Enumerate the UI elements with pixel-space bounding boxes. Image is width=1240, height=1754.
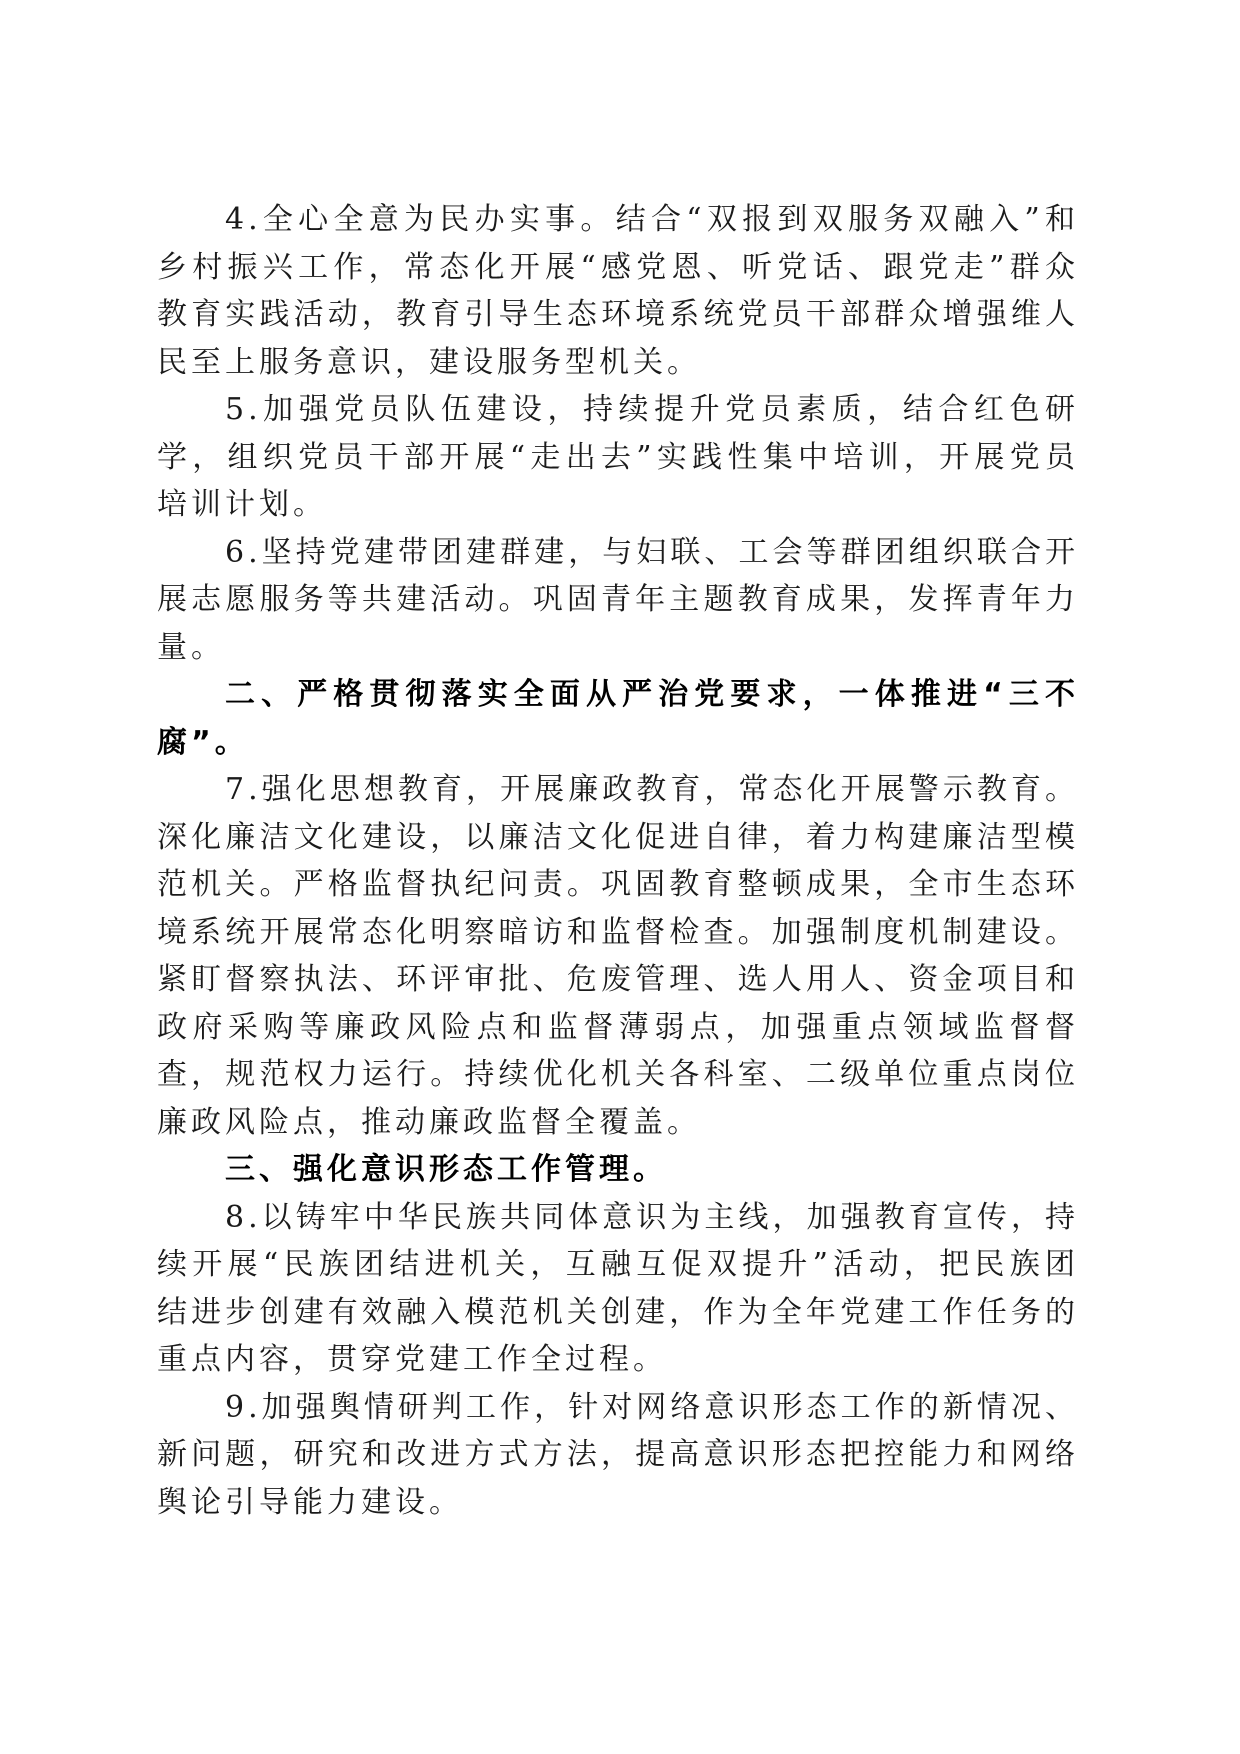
paragraph-item-7: 7.强化思想教育，开展廉政教育，常态化开展警示教育。深化廉洁文化建设，以廉洁文化促进自律，着力构建廉洁型模范机关。严格监督执纪问责。巩固教育整顿成果，全市生态环境系统开展常态化明察暗访和监督检查。加强制度机制建设。紧盯督察执法、环评审批、危废管理、选人用人、资金项目和政府采购等廉政风险点和监督薄弱点，加强重点领域监督督查，规范权力运行。持续优化机关各科室、二级单位重点岗位廉政风险点，推动廉政监督全覆盖。: [157, 772, 1079, 1140]
paragraph-item-4: 4.全心全意为民办实事。结合“双报到双服务双融入”和乡村振兴工作，常态化开展“感党恩、听党话、跟党走”群众教育实践活动，教育引导生态环境系统党员干部群众增强维人民至上服务意识，建设服务型机关。: [157, 202, 1079, 380]
section-heading-2: 二、严格贯彻落实全面从严治党要求，一体推进“三不腐”。: [157, 677, 1079, 760]
paragraph-item-8: 8.以铸牢中华民族共同体意识为主线，加强教育宣传，持续开展“民族团结进机关，互融互促双提升”活动，把民族团结进步创建有效融入模范机关创建，作为全年党建工作任务的重点内容，贯穿党建工作全过程。: [157, 1199, 1079, 1377]
paragraph-item-6: 6.坚持党建带团建群建，与妇联、工会等群团组织联合开展志愿服务等共建活动。巩固青年主题教育成果，发挥青年力量。: [157, 534, 1079, 665]
section-heading-3: 三、强化意识形态工作管理。: [225, 1152, 667, 1187]
paragraph-item-5: 5.加强党员队伍建设，持续提升党员素质，结合红色研学，组织党员干部开展“走出去”实践性集中培训，开展党员培训计划。: [157, 392, 1079, 522]
document-body: [157, 196, 1079, 1526]
paragraph-item-9: 9.加强舆情研判工作，针对网络意识形态工作的新情况、新问题，研究和改进方式方法，提高意识形态把控能力和网络舆论引导能力建设。: [157, 1389, 1079, 1520]
